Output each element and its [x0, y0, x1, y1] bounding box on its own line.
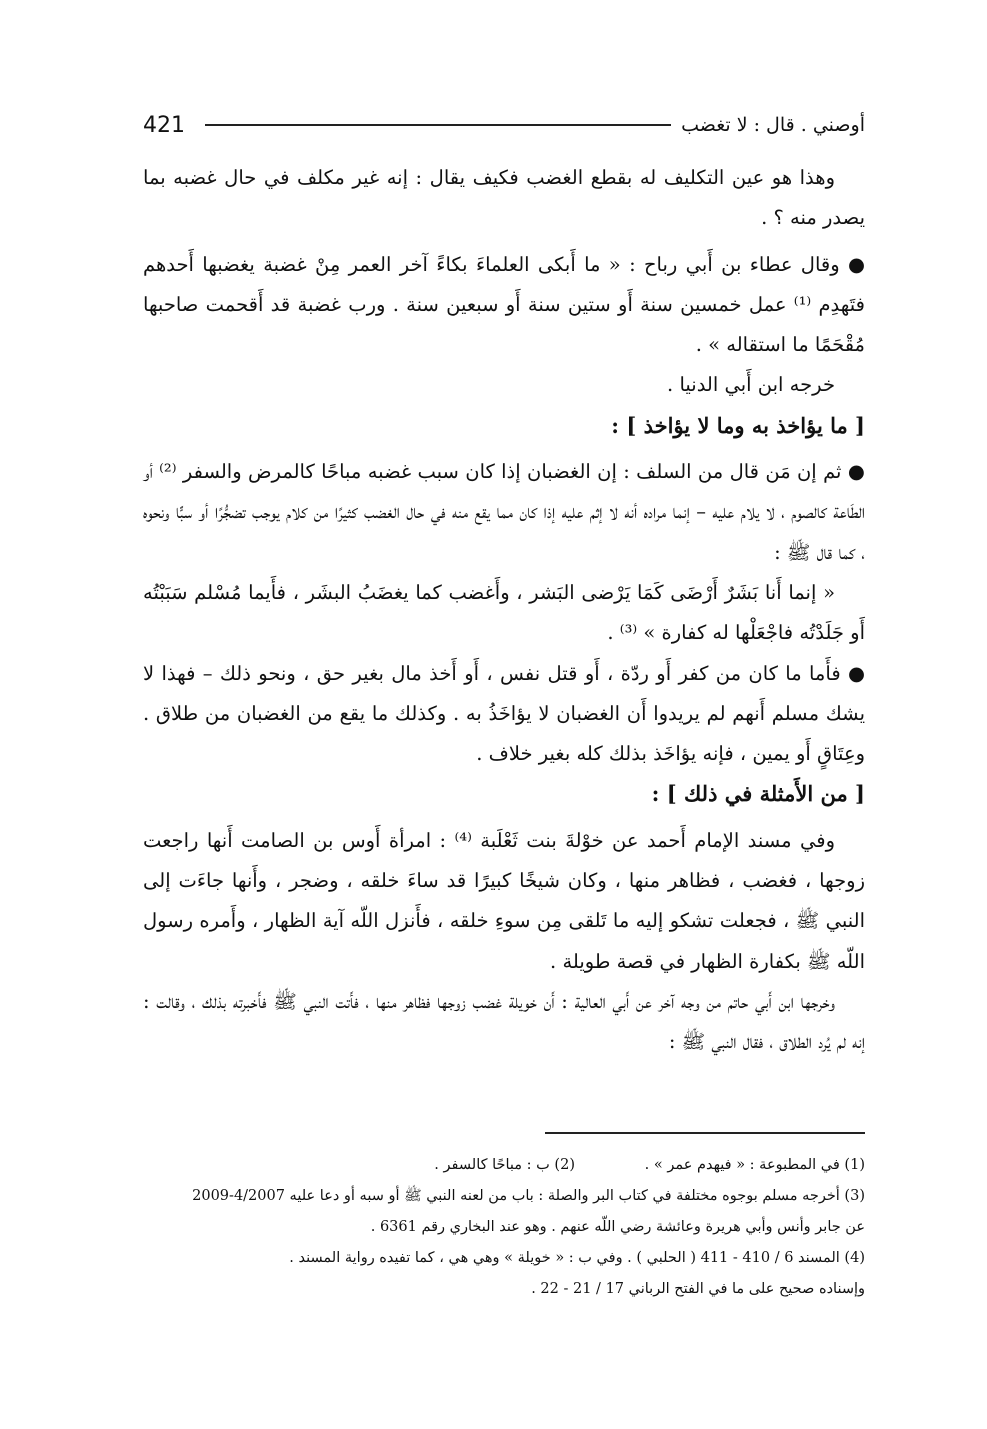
- paragraph-7: وفي مسند الإمام أَحمد عن خوْلةَ بنت ثَعْلَبة ⁽⁴⁾ : امرأة أَوس بن الصامت أَنها راجعت زوجها ، فغضب ، فظاهر منها ، وكان شيخًا كبيرًا قد ساءَ خلقه ، وضجر ، وأَنها جاءَت إلى النبي ﷺ ، فجعلت تشكو إليه ما تَلقى مِن سوءِ خلقه ، فأَنزل اللّه آية الظهار ، وأَمره رسول اللّه ﷺ بكفارة الظهار في قصة طويلة .: [143, 828, 865, 973]
- footnote-4-line-1: (4) المسند 6 / 410 - 411 ( الحلبي ) . وفي ب : « خويلة » وهي هي ، كما تفيده رواية المسند .: [289, 1250, 865, 1266]
- page-number: 421: [143, 112, 185, 138]
- page-body: [143, 158, 865, 1063]
- paragraph-3: خرجه ابن أَبي الدنيا .: [667, 373, 835, 397]
- footnotes: [143, 1150, 865, 1305]
- footnote-rule: [545, 1132, 865, 1134]
- footnote-2: (2) ب : مباحًا كالسفر .: [434, 1157, 575, 1173]
- running-title: أوصني . قال : لا تغضب: [681, 114, 865, 136]
- header-rule: [205, 124, 671, 126]
- footnote-1: (1) في المطبوعة : « فيهدم عمر » .: [644, 1157, 865, 1173]
- footnote-3-line-1: (3) أخرجه مسلم بوجوه مختلفة في كتاب البر والصلة : باب من لعنه النبي ﷺ أو سبه أو دعا عليه 4/2007-2009: [192, 1188, 865, 1204]
- paragraph-6: ● فأَما ما كان من كفر أَو ردّة ، أَو قتل نفس ، أَو أَخذ مال بغير حق ، ونحو ذلك – فهذا لا يشك مسلم أَنهم لم يريدوا أَن الغضبان لا يؤاخَذُ به . وكذلك ما يقع من الغضبان من طلاق . وعِتَاقٍ أَو يمين ، فإنه يؤاخَذ بذلك كله بغير خلاف .: [143, 661, 865, 766]
- footnote-row-1: [143, 1150, 865, 1181]
- paragraph-4: ● ثم إن مَن قال من السلف : إن الغضبان إذا كان سبب غضبه مباحًا كالمرض والسفر ⁽²⁾ أو الطَاعة كالصوم ، لا يلام عليه – إنما مراده أنه لا إثم عليه إذا كان مما يقع منه في حال الغضب كثيرًا من كلام يوجب تضجُّرًا أو سبًّا ونحوه ، كما قال ﷺ :: [143, 460, 865, 564]
- paragraph-2: ● وقال عطاء بن أَبي رباح : « ما أَبكى العلماءَ بكاءً آخر العمر مِنْ غضبة يغضبها أَحدهم فتَهدِم ⁽¹⁾ عمل خمسين سنة أَو ستين سنة أَو سبعين سنة . ورب غضبة قد أَقحمت صاحبها مُقْحَمًا ما استقاله » .: [143, 252, 865, 357]
- paragraph-8: وخرجها ابن أَبي حاتم من وجه آخر عن أَبي العالية : أَن خويلة غضب زوجها فظاهر منها ، فأَتت النبي ﷺ فأَخبرته بذلك ، وقالت : إنه لم يُرد الطلاق ، فقال النبي ﷺ :: [143, 989, 865, 1054]
- footnote-4-line-2: وإسناده صحيح على ما في الفتح الرباني 17 / 21 - 22 .: [531, 1281, 865, 1297]
- hadith-quote: « إنما أَنا بَشَرٌ أَرْضَى كَمَا يَرْضى البَشر ، وأَغضب كما يغضَبُ البشَر ، فأَيما مُسْلم سَبَبْتُه أَو جَلَدْتُه فاجْعَلْها له كفارة » ⁽³⁾ .: [143, 580, 865, 645]
- section-heading-2: [ من الأَمثلة في ذلك ] :: [651, 781, 865, 807]
- paragraph-1: وهذا هو عين التكليف له بقطع الغضب فكيف يقال : إنه غير مكلف في حال غضبه بما يصدر منه ؟ .: [143, 166, 865, 230]
- footnote-3-line-2: عن جابر وأنس وأبي هريرة وعائشة رضي اللّه عنهم . وهو عند البخاري رقم 6361 .: [370, 1219, 865, 1235]
- page-header: [143, 108, 865, 142]
- section-heading-1: [ ما يؤاخذ به وما لا يؤاخذ ] :: [611, 412, 865, 438]
